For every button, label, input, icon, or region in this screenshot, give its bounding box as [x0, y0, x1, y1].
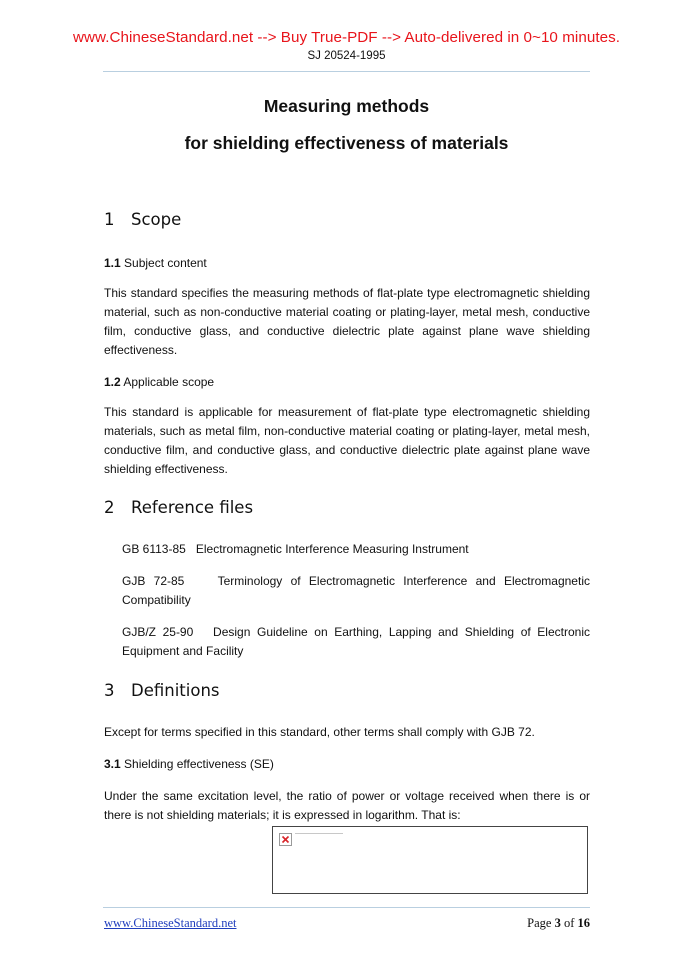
subsection-1-1-heading: [104, 256, 207, 270]
section-definitions-heading: [104, 681, 220, 700]
section-title: Definitions: [131, 681, 220, 700]
reference-code: GJB 72-85: [122, 574, 185, 588]
header-divider: [103, 71, 590, 72]
definitions-intro: Except for terms specified in this standard, other terms shall comply with GJB 72.: [104, 725, 535, 739]
equation-image-frame: [272, 826, 588, 894]
subsection-title: Subject content: [124, 256, 207, 270]
section-scope-heading: [104, 210, 181, 229]
subsection-3-1-text: Under the same excitation level, the ratio of power or voltage received when there is or there is not shielding materials; it is expressed in logarithm. That is:: [104, 789, 590, 822]
page-current: 3: [554, 916, 561, 930]
subsection-number: 1.1: [104, 256, 121, 270]
footer-divider: [103, 907, 590, 908]
footer-website-link[interactable]: www.ChineseStandard.net: [104, 916, 237, 930]
section-number: 3: [104, 681, 115, 700]
subsection-1-2-heading: [104, 375, 214, 389]
reference-item: [122, 540, 590, 559]
reference-code: GB 6113-85: [122, 542, 186, 556]
section-title: Scope: [131, 210, 182, 229]
document-title-line-1: Measuring methods: [263, 96, 430, 116]
image-placeholder-line: [295, 833, 343, 834]
subsection-number: 3.1: [104, 757, 121, 771]
reference-text: Design Guideline on Earthing, Lapping and Shielding of Electronic Equipment and Facility: [122, 625, 590, 658]
subsection-title: Applicable scope: [123, 375, 215, 389]
document-title-line-2: for shielding effectiveness of materials: [184, 133, 509, 153]
reference-code: GJB/Z 25-90: [122, 625, 194, 639]
subsection-3-1-heading: [104, 757, 274, 771]
page-label: Page: [527, 916, 552, 930]
subsection-1-2-text: This standard is applicable for measurement of flat-plate type electromagnetic shielding materials, such as metal film, non-conductive material coating or plating-layer, metal mesh, conductive film, and conductive glass, and conductive dielectric plate against plane wave shielding effectiveness.: [104, 405, 590, 476]
reference-text: Terminology of Electromagnetic Interference and Electromagnetic Compatibility: [122, 574, 590, 607]
subsection-title: Shielding effectiveness (SE): [124, 757, 274, 771]
section-references-heading: [104, 498, 253, 517]
section-number: 2: [104, 498, 115, 517]
top-banner[interactable]: www.ChineseStandard.net --> Buy True-PDF --> Auto-delivered in 0~10 minutes.: [72, 29, 621, 46]
reference-item: [122, 572, 590, 610]
broken-image-icon: [279, 833, 292, 846]
standard-code: SJ 20524-1995: [307, 50, 386, 62]
page-of: of: [563, 916, 575, 930]
section-title: Reference files: [131, 498, 254, 517]
section-number: 1: [104, 210, 115, 229]
subsection-1-1-text: This standard specifies the measuring methods of flat-plate type electromagnetic shielding material, such as non-conductive material coating or plating-layer, metal mesh, conductive film, conductive glass, and conductive dielectric plate against plane wave shielding effectiveness.: [104, 286, 590, 357]
page-total: 16: [577, 916, 590, 930]
reference-item: [122, 623, 590, 661]
page-number: [510, 916, 590, 931]
subsection-number: 1.2: [104, 375, 121, 389]
reference-text: Electromagnetic Interference Measuring Instrument: [195, 542, 469, 556]
